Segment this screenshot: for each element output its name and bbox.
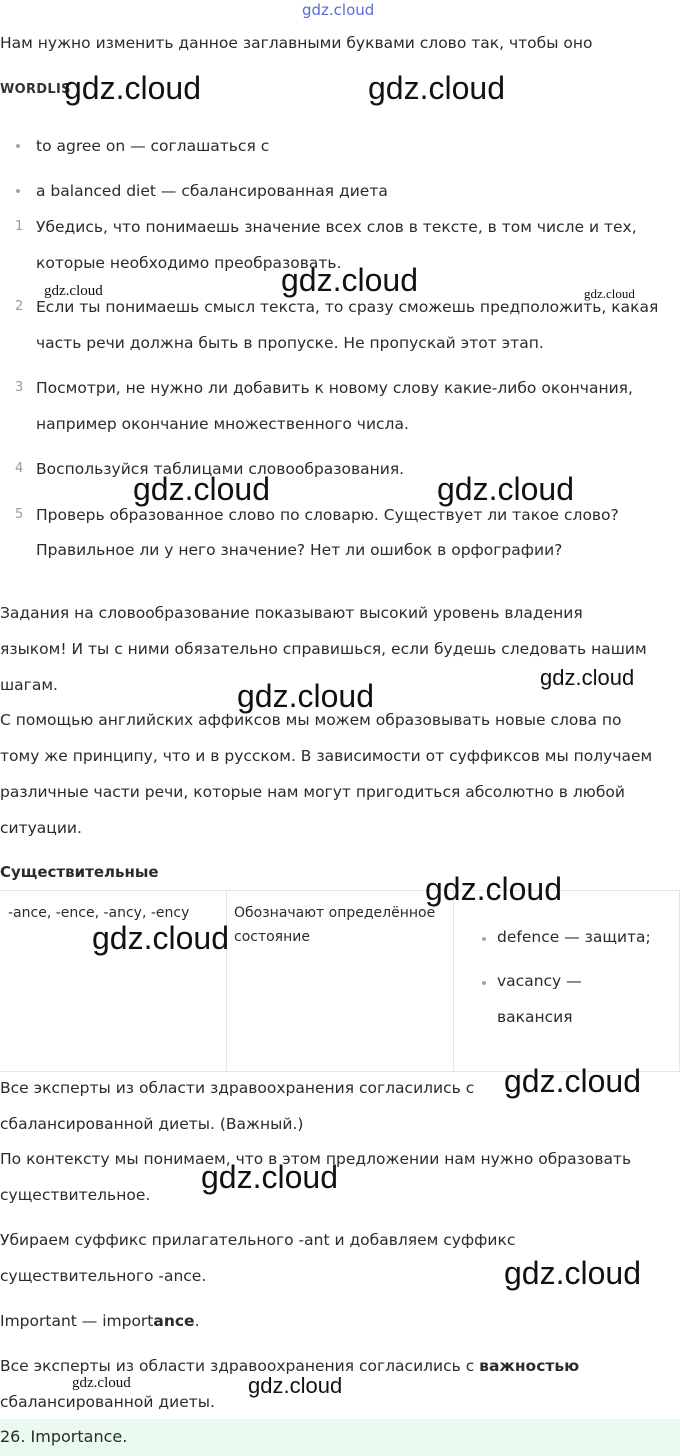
intro-text: Нам нужно изменить данное заглавными буквами слово так, чтобы оно xyxy=(0,34,593,52)
step-text: которые необходимо преобразовать. xyxy=(36,254,342,272)
word-transform xyxy=(0,1311,200,1331)
watermark: gdz.cloud xyxy=(504,1063,641,1099)
table-column-divider xyxy=(226,891,227,1071)
answer-box xyxy=(0,1419,680,1456)
solution-text: существительного -ance. xyxy=(0,1267,207,1285)
step-text: Посмотри, не нужно ли добавить к новому слову какие-либо окончания, xyxy=(36,379,633,397)
watermark: gdz.cloud xyxy=(425,871,562,907)
watermark: gdz.cloud xyxy=(44,283,103,299)
bullet-dot-icon xyxy=(482,937,486,941)
watermark: gdz.cloud xyxy=(437,471,574,507)
word-transform-suffix: ance xyxy=(153,1312,195,1330)
step-text: например окончание множественного числа. xyxy=(36,415,409,433)
step-text: Воспользуйся таблицами словообразования. xyxy=(36,460,405,478)
task-sentence: Все эксперты из области здравоохранения согласились с xyxy=(0,1079,475,1097)
paragraph-line: различные части речи, которые нам могут пригодиться абсолютно в любой xyxy=(0,783,625,801)
table-cell-example: vacancy — xyxy=(497,972,582,990)
final-sentence: сбалансированной диеты. xyxy=(0,1393,215,1411)
watermark: gdz.cloud xyxy=(540,665,635,690)
watermark: gdz.cloud xyxy=(201,1159,338,1195)
watermark: gdz.cloud xyxy=(64,70,201,106)
paragraph-line: шагам. xyxy=(0,676,58,694)
table-column-divider xyxy=(453,891,454,1071)
watermark: gdz.cloud xyxy=(92,920,229,956)
watermark: gdz.cloud xyxy=(237,678,374,714)
watermark: gdz.cloud xyxy=(248,1373,343,1398)
step-number: 4 xyxy=(15,461,24,476)
paragraph-line: тому же принципу, что и в русском. В зависимости от суффиксов мы получаем xyxy=(0,747,653,765)
step-number: 1 xyxy=(15,219,24,234)
word-transform-end: . xyxy=(194,1312,200,1330)
watermark: gdz.cloud xyxy=(72,1375,131,1391)
table-cell-meaning: состояние xyxy=(234,929,310,945)
step-text: Если ты понимаешь смысл текста, то сразу сможешь предположить, какая xyxy=(36,298,659,316)
paragraph-line: ситуации. xyxy=(0,819,82,837)
answer-text: 26. Importance. xyxy=(0,1427,128,1446)
paragraph-line: Задания на словообразование показывают высокий уровень владения xyxy=(0,604,583,622)
step-number: 2 xyxy=(15,299,24,314)
word-transform-base: Important — import xyxy=(0,1312,154,1330)
step-number: 5 xyxy=(15,507,24,522)
watermark: gdz.cloud xyxy=(368,70,505,106)
bullet-dot-icon xyxy=(482,981,486,985)
step-text: Проверь образованное слово по словарю. Существует ли такое слово? xyxy=(36,506,619,524)
step-number: 3 xyxy=(15,380,24,395)
final-sentence-start: Все эксперты из области здравоохранения согласились с xyxy=(0,1357,480,1375)
solution-text: Убираем суффикс прилагательного -ant и добавляем суффикс xyxy=(0,1231,516,1249)
affix-table xyxy=(0,890,680,1072)
paragraph-line: языком! И ты с ними обязательно справишься, если будешь следовать нашим xyxy=(0,640,647,658)
site-mark[interactable]: gdz.cloud xyxy=(302,1,375,19)
paragraph-line: С помощью английских аффиксов мы можем образовывать новые слова по xyxy=(0,711,622,729)
section-title: Существительные xyxy=(0,863,159,881)
step-text: Убедись, что понимаешь значение всех слов в тексте, в том числе и тех, xyxy=(36,218,637,236)
watermark: gdz.cloud xyxy=(133,471,270,507)
table-cell-example: вакансия xyxy=(497,1008,573,1026)
bullet-dot-icon xyxy=(16,189,20,193)
solution-text: По контексту мы понимаем, что в этом предложении нам нужно образовать xyxy=(0,1150,632,1168)
wordlist-title: WORDLIS xyxy=(0,82,71,97)
wordlist-item-text: a balanced diet — сбалансированная диета xyxy=(36,182,388,200)
step-text: Правильное ли у него значение? Нет ли ошибок в орфографии? xyxy=(36,541,563,559)
table-cell-meaning: Обозначают определённое xyxy=(234,905,436,921)
watermark: gdz.cloud xyxy=(504,1255,641,1291)
final-sentence-answer: важностью xyxy=(479,1357,580,1375)
table-cell-suffixes: -ance, -ence, -ancy, -ency xyxy=(8,905,190,921)
watermark: gdz.cloud xyxy=(584,286,635,301)
task-sentence: сбалансированной диеты. (Важный.) xyxy=(0,1115,304,1133)
watermark: gdz.cloud xyxy=(281,262,418,298)
wordlist-item-text: to agree on — соглашаться с xyxy=(36,137,270,155)
step-text: часть речи должна быть в пропуске. Не пропускай этот этап. xyxy=(36,334,544,352)
bullet-dot-icon xyxy=(16,144,20,148)
table-cell-example: defence — защита; xyxy=(497,928,651,946)
solution-text: существительное. xyxy=(0,1186,151,1204)
